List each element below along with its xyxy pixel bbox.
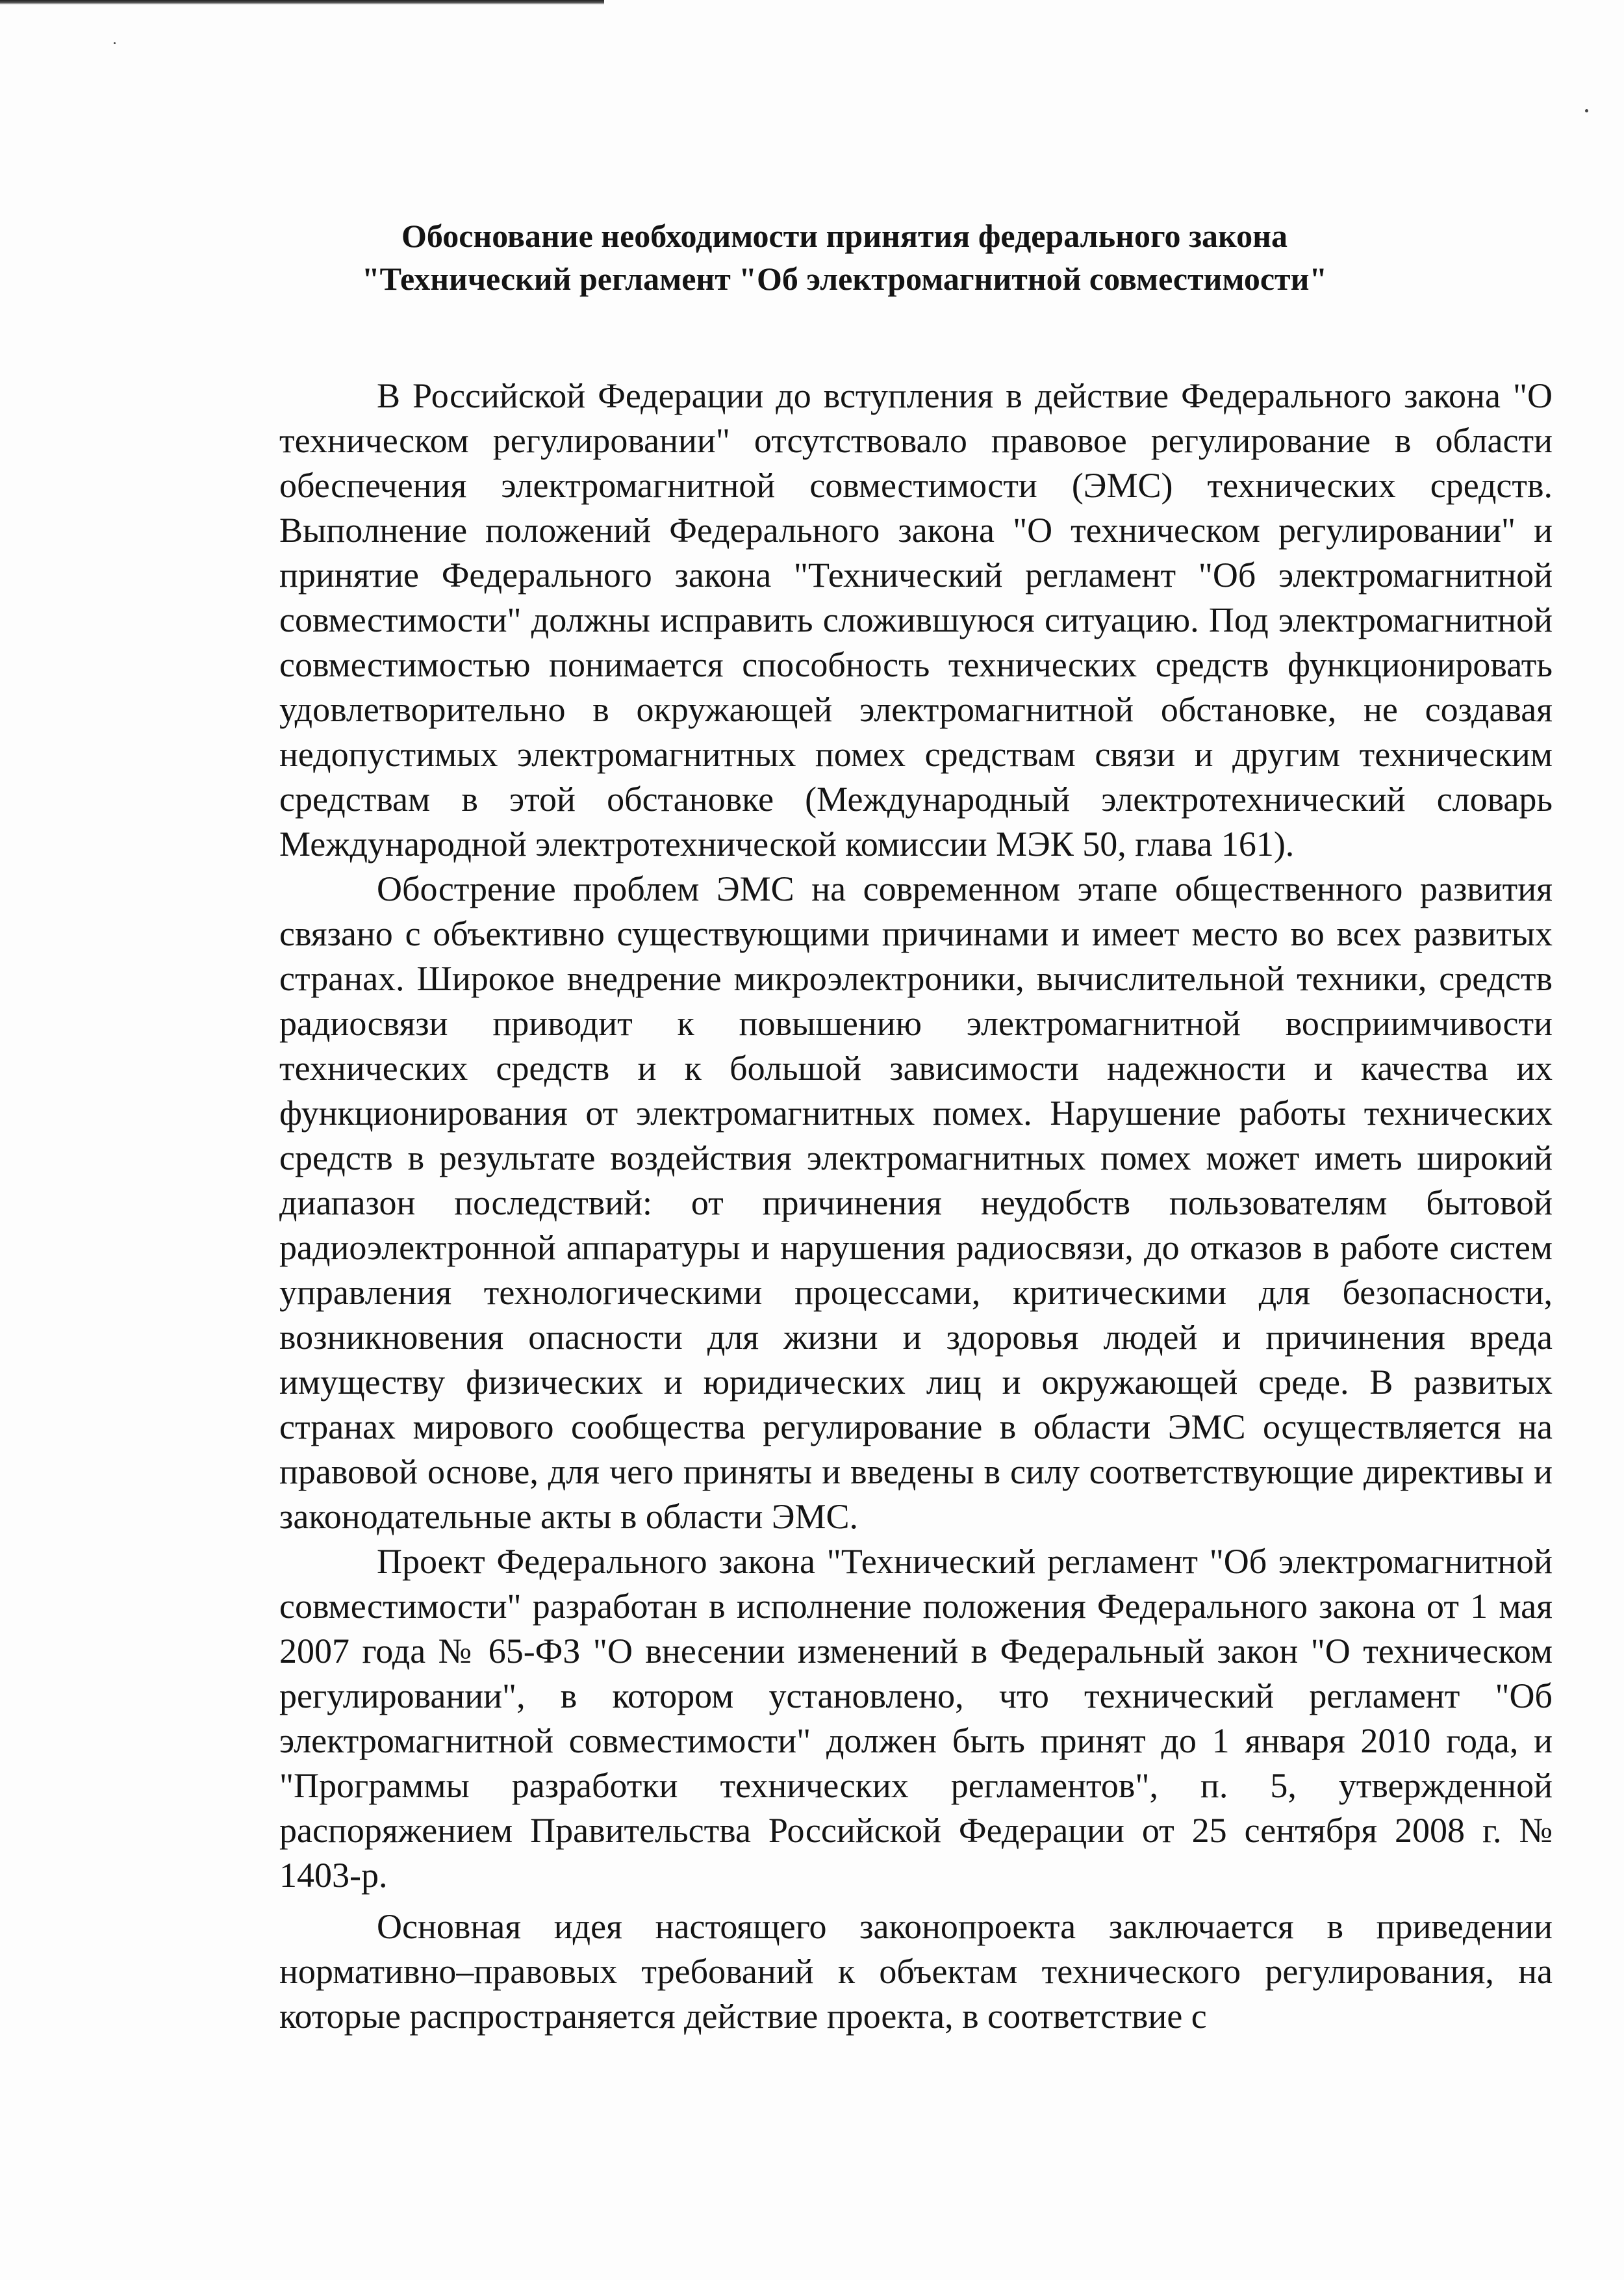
title-line-2: "Технический регламент "Об электромагнитной совместимости": [361, 261, 1328, 297]
scan-speck: [1585, 109, 1588, 112]
paragraph-3: Проект Федерального закона "Технический регламент "Об электромагнитной совместимости" разработан в исполнение положения Федерального закона от 1 мая 2007 года № 65-ФЗ "О внесении изменений в Федеральный закон "О техническом регулировании", в котором установлено, что технический регламент "Об электромагнитной совместимости" должен быть принят до 1 января 2010 года, и "Программы разработки технических регламентов", п. 5, утвержденной распоряжением Правительства Российской Федерации от 25 сентября 2008 г. № 1403-р.: [279, 1542, 1553, 1895]
paragraph-4: Основная идея настоящего законопроекта заключается в приведении нормативно–правовых требований к объектам технического регулирования, на которые распространяется действие проекта, в соответствие с: [279, 1907, 1553, 2036]
document-body: [279, 374, 1553, 2039]
paragraph-2: Обострение проблем ЭМС на современном этапе общественного развития связано с объективно существующими причинами и имеет место во всех развитых странах. Широкое внедрение микроэлектроники, вычислительной техники, средств радиосвязи приводит к повышению электромагнитной восприимчивости технических средств и к большой зависимости надежности и качества их функционирования от электромагнитных помех. Нарушение работы технических средств в результате воздействия электромагнитных помех может иметь широкий диапазон последствий: от причинения неудобств пользователям бытовой радиоэлектронной аппаратуры и нарушения радиосвязи, до отказов в работе систем управления технологическими процессами, критическими для безопасности, возникновения опасности для жизни и здоровья людей и причинения вреда имуществу физических и юридических лиц и окружающей среде. В развитых странах мирового сообщества регулирование в области ЭМС осуществляется на правовой основе, для чего приняты и введены в силу соответствующие директивы и законодательные акты в области ЭМС.: [279, 869, 1553, 1536]
scan-edge-artifact: [0, 0, 604, 5]
scan-speck: [114, 42, 116, 44]
title-line-1: Обоснование необходимости принятия федерального закона: [401, 218, 1288, 254]
paragraph-1: В Российской Федерации до вступления в действие Федерального закона "О техническом регулировании" отсутствовало правовое регулирование в области обеспечения электромагнитной совместимости (ЭМС) технических средств. Выполнение положений Федерального закона "О техническом регулировании" и принятие Федерального закона "Технический регламент "Об электромагнитной совместимости" должны исправить сложившуюся ситуацию. Под электромагнитной совместимостью понимается способность технических средств функционировать удовлетворительно в окружающей электромагнитной обстановке, не создавая недопустимых электромагнитных помех средствам связи и другим техническим средствам в этой обстановке (Международный электротехнический словарь Международной электротехнической комиссии МЭК 50, глава 161).: [279, 376, 1553, 864]
document-title: [260, 214, 1429, 300]
